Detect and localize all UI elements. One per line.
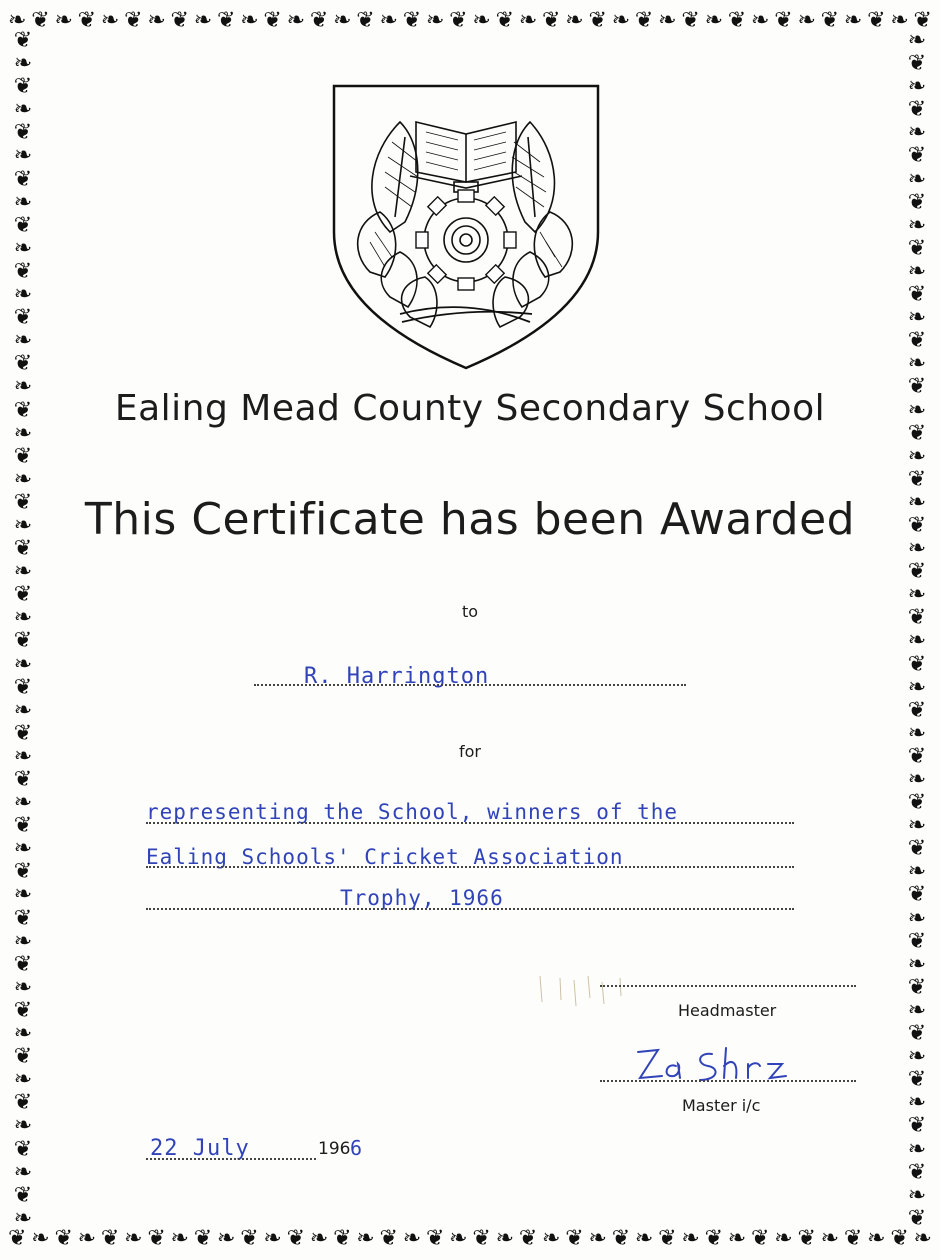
for-label: for (459, 742, 481, 761)
vine-ornament-icon: ❧ (8, 8, 27, 33)
vine-ornament-icon: ❧ (425, 8, 445, 33)
vine-ornament-icon: ❧ (13, 974, 33, 1000)
vine-ornament-icon: ❦ (379, 1226, 398, 1251)
vine-ornament-icon: ❦ (13, 582, 33, 608)
vine-ornament-icon: ❧ (379, 8, 398, 33)
vine-ornament-icon: ❧ (13, 1159, 33, 1185)
vine-ornament-icon: ❦ (907, 790, 927, 816)
vine-ornament-icon: ❦ (907, 374, 927, 400)
vine-ornament-icon: ❦ (425, 1226, 445, 1251)
vine-ornament-icon: ❧ (907, 1136, 927, 1162)
vine-ornament-icon: ❧ (216, 1226, 236, 1251)
to-label: to (461, 602, 479, 621)
vine-ornament-icon: ❦ (31, 8, 50, 33)
vine-ornament-icon: ❧ (13, 374, 33, 400)
border-left-ornament (6, 30, 40, 1230)
vine-ornament-icon: ❧ (100, 8, 120, 33)
vine-ornament-icon: ❦ (797, 1226, 816, 1251)
vine-ornament-icon: ❧ (907, 351, 927, 377)
vine-ornament-icon: ❦ (907, 282, 927, 308)
vine-ornament-icon: ❧ (13, 143, 33, 169)
vine-ornament-icon: ❦ (263, 8, 282, 33)
vine-ornament-icon: ❦ (286, 1226, 306, 1251)
vine-ornament-icon: ❦ (13, 767, 33, 792)
vine-ornament-icon: ❦ (913, 8, 932, 33)
vine-ornament-icon: ❦ (518, 1226, 538, 1251)
vine-ornament-icon: ❧ (13, 928, 33, 954)
vine-ornament-icon: ❧ (13, 836, 33, 862)
vine-ornament-icon: ❧ (890, 8, 909, 33)
reason-underline-2 (146, 866, 794, 868)
vine-ornament-icon: ❦ (907, 1159, 927, 1185)
vine-ornament-icon: ❦ (13, 30, 33, 53)
vine-ornament-icon: ❧ (727, 1226, 747, 1251)
vine-ornament-icon: ❦ (13, 536, 33, 562)
vine-ornament-icon: ❧ (449, 1226, 468, 1251)
vine-ornament-icon: ❦ (751, 1226, 770, 1251)
vine-ornament-icon: ❦ (333, 1226, 352, 1251)
vine-ornament-icon: ❧ (820, 1226, 840, 1251)
reason-underline-3 (146, 908, 794, 910)
vine-ornament-icon: ❦ (907, 1021, 927, 1047)
vine-ornament-icon: ❧ (907, 859, 927, 885)
vine-ornament-icon: ❦ (907, 928, 927, 954)
vine-ornament-icon: ❧ (907, 582, 927, 608)
vine-ornament-icon: ❦ (907, 605, 927, 631)
vine-ornament-icon: ❧ (13, 605, 33, 631)
vine-ornament-icon: ❦ (681, 8, 700, 33)
vine-ornament-icon: ❧ (77, 1226, 97, 1251)
vine-ornament-icon: ❦ (472, 1226, 491, 1251)
vine-ornament-icon: ❧ (13, 328, 33, 354)
vine-ornament-icon: ❧ (907, 258, 927, 284)
vine-ornament-icon: ❦ (13, 443, 33, 469)
vine-ornament-icon: ❧ (13, 420, 33, 446)
vine-ornament-icon: ❦ (147, 1226, 166, 1251)
headmaster-label: Headmaster (678, 1001, 777, 1020)
date-year-printed: 196 (318, 1139, 351, 1159)
vine-ornament-icon: ❦ (634, 8, 654, 33)
recipient-line (254, 684, 686, 686)
school-name: Ealing Mead County Secondary School (114, 388, 826, 429)
vine-ornament-icon: ❧ (681, 1226, 700, 1251)
vine-ornament-icon: ❦ (907, 697, 927, 723)
vine-ornament-icon: ❦ (449, 8, 468, 33)
vine-ornament-icon: ❦ (907, 743, 927, 769)
vine-ornament-icon: ❦ (542, 8, 561, 33)
vine-ornament-icon: ❧ (13, 1205, 33, 1230)
master-signature-line (600, 1080, 856, 1082)
vine-ornament-icon: ❧ (907, 397, 927, 423)
vine-ornament-icon: ❧ (13, 743, 33, 769)
vine-ornament-icon: ❧ (193, 8, 213, 33)
vine-ornament-icon: ❦ (907, 51, 927, 77)
vine-ornament-icon: ❧ (333, 8, 352, 33)
vine-ornament-icon: ❧ (907, 166, 927, 192)
vine-ornament-icon: ❧ (907, 1090, 927, 1116)
vine-ornament-icon: ❧ (907, 305, 927, 331)
vine-ornament-icon: ❦ (13, 1044, 33, 1070)
vine-ornament-icon: ❧ (907, 30, 927, 53)
reason-line-2: Ealing Schools' Cricket Association (146, 845, 624, 869)
vine-ornament-icon: ❦ (54, 1226, 73, 1251)
vine-ornament-icon: ❧ (356, 1226, 375, 1251)
vine-ornament-icon: ❦ (13, 489, 33, 515)
vine-ornament-icon: ❧ (518, 8, 538, 33)
vine-ornament-icon: ❧ (13, 51, 33, 77)
vine-ornament-icon: ❧ (907, 720, 927, 746)
date-year-written: 6 (350, 1136, 364, 1160)
vine-ornament-icon: ❧ (774, 1226, 793, 1251)
vine-ornament-icon: ❦ (309, 8, 329, 33)
vine-ornament-icon: ❦ (13, 997, 33, 1023)
vine-ornament-icon: ❧ (907, 1182, 927, 1208)
vine-ornament-icon: ❦ (13, 674, 33, 700)
vine-ornament-icon: ❧ (13, 282, 33, 308)
vine-ornament-icon: ❧ (13, 189, 33, 215)
vine-ornament-icon: ❦ (907, 235, 927, 261)
border-right-ornament (900, 30, 934, 1230)
vine-ornament-icon: ❦ (13, 351, 33, 377)
vine-ornament-icon: ❧ (588, 1226, 607, 1251)
master-label: Master i/c (682, 1096, 761, 1115)
vine-ornament-icon: ❧ (907, 628, 927, 654)
recipient-name: R. Harrington (304, 664, 490, 689)
vine-ornament-icon: ❧ (542, 1226, 561, 1251)
vine-ornament-icon: ❦ (100, 1226, 120, 1251)
vine-ornament-icon: ❧ (907, 813, 927, 839)
vine-ornament-icon: ❦ (124, 8, 143, 33)
vine-ornament-icon: ❦ (13, 397, 33, 423)
vine-ornament-icon: ❧ (54, 8, 73, 33)
vine-ornament-icon: ❦ (216, 8, 236, 33)
vine-ornament-icon: ❧ (658, 8, 677, 33)
vine-ornament-icon: ❧ (263, 1226, 282, 1251)
certificate-heading: This Certificate has been Awarded (84, 494, 856, 545)
vine-ornament-icon: ❦ (907, 1067, 927, 1093)
vine-ornament-icon: ❦ (611, 1226, 631, 1251)
vine-ornament-icon: ❦ (774, 8, 793, 33)
vine-ornament-icon: ❦ (13, 628, 33, 654)
vine-ornament-icon: ❦ (907, 882, 927, 908)
vine-ornament-icon: ❦ (402, 8, 422, 33)
vine-ornament-icon: ❦ (907, 143, 927, 169)
date-day-month: 22 July (150, 1136, 250, 1161)
vine-ornament-icon: ❧ (907, 74, 927, 100)
vine-ornament-icon: ❦ (907, 328, 927, 354)
vine-ornament-icon: ❦ (820, 8, 840, 33)
vine-ornament-icon: ❦ (907, 651, 927, 677)
vine-ornament-icon: ❧ (867, 1226, 886, 1251)
vine-ornament-icon: ❦ (588, 8, 607, 33)
vine-ornament-icon: ❦ (907, 512, 927, 538)
vine-ornament-icon: ❦ (658, 1226, 677, 1251)
vine-ornament-icon: ❦ (907, 1113, 927, 1139)
vine-ornament-icon: ❦ (13, 74, 33, 100)
vine-ornament-icon: ❧ (13, 235, 33, 261)
vine-ornament-icon: ❧ (13, 97, 33, 123)
border-bottom-ornament (8, 1222, 932, 1256)
vine-ornament-icon: ❦ (867, 8, 886, 33)
vine-ornament-icon: ❧ (170, 1226, 189, 1251)
vine-ornament-icon: ❦ (77, 8, 97, 33)
vine-ornament-icon: ❦ (193, 1226, 213, 1251)
vine-ornament-icon: ❧ (907, 674, 927, 700)
vine-ornament-icon: ❧ (907, 212, 927, 238)
vine-ornament-icon: ❧ (124, 1226, 143, 1251)
vine-ornament-icon: ❧ (565, 8, 584, 33)
vine-ornament-icon: ❧ (13, 651, 33, 677)
vine-ornament-icon: ❦ (13, 258, 33, 284)
vine-ornament-icon: ❧ (611, 8, 631, 33)
vine-ornament-icon: ❧ (147, 8, 166, 33)
vine-ornament-icon: ❦ (13, 120, 33, 146)
vine-ornament-icon: ❦ (13, 166, 33, 192)
vine-ornament-icon: ❧ (309, 1226, 329, 1251)
paper-stain (530, 972, 640, 1012)
vine-ornament-icon: ❧ (907, 536, 927, 562)
vine-ornament-icon: ❧ (907, 1044, 927, 1070)
vine-ornament-icon: ❧ (240, 8, 259, 33)
vine-ornament-icon: ❦ (907, 420, 927, 446)
vine-ornament-icon: ❧ (31, 1226, 50, 1251)
vine-ornament-icon: ❧ (907, 443, 927, 469)
vine-ornament-icon: ❧ (907, 905, 927, 931)
vine-ornament-icon: ❦ (907, 1205, 927, 1230)
vine-ornament-icon: ❦ (13, 905, 33, 931)
vine-ornament-icon: ❧ (751, 8, 770, 33)
vine-ornament-icon: ❧ (907, 120, 927, 146)
vine-ornament-icon: ❦ (240, 1226, 259, 1251)
vine-ornament-icon: ❦ (13, 951, 33, 977)
vine-ornament-icon: ❦ (704, 1226, 723, 1251)
vine-ornament-icon: ❧ (13, 882, 33, 908)
vine-ornament-icon: ❧ (13, 1113, 33, 1139)
date-line (146, 1158, 316, 1160)
border-top-ornament (8, 4, 932, 38)
vine-ornament-icon: ❧ (634, 1226, 654, 1251)
vine-ornament-icon: ❧ (13, 466, 33, 492)
reason-line-3: Trophy, 1966 (340, 886, 504, 910)
vine-ornament-icon: ❦ (907, 466, 927, 492)
vine-ornament-icon: ❦ (907, 974, 927, 1000)
vine-ornament-icon: ❦ (890, 1226, 909, 1251)
vine-ornament-icon: ❦ (13, 859, 33, 885)
vine-ornament-icon: ❧ (13, 1021, 33, 1047)
vine-ornament-icon: ❦ (13, 813, 33, 839)
vine-ornament-icon: ❧ (907, 767, 927, 792)
vine-ornament-icon: ❦ (907, 836, 927, 862)
vine-ornament-icon: ❧ (402, 1226, 422, 1251)
vine-ornament-icon: ❧ (907, 997, 927, 1023)
reason-underline-1 (146, 822, 794, 824)
vine-ornament-icon: ❦ (907, 189, 927, 215)
vine-ornament-icon: ❧ (13, 512, 33, 538)
vine-ornament-icon: ❦ (8, 1226, 27, 1251)
crest-icon (330, 82, 602, 372)
vine-ornament-icon: ❦ (495, 8, 515, 33)
vine-ornament-icon: ❧ (13, 1067, 33, 1093)
vine-ornament-icon: ❦ (13, 212, 33, 238)
vine-ornament-icon: ❦ (13, 720, 33, 746)
vine-ornament-icon: ❦ (727, 8, 747, 33)
vine-ornament-icon: ❦ (907, 559, 927, 585)
vine-ornament-icon: ❧ (13, 559, 33, 585)
vine-ornament-icon: ❦ (13, 1136, 33, 1162)
vine-ornament-icon: ❧ (495, 1226, 515, 1251)
vine-ornament-icon: ❦ (170, 8, 189, 33)
vine-ornament-icon: ❦ (565, 1226, 584, 1251)
vine-ornament-icon: ❧ (907, 951, 927, 977)
vine-ornament-icon: ❦ (356, 8, 375, 33)
vine-ornament-icon: ❦ (13, 1182, 33, 1208)
vine-ornament-icon: ❧ (797, 8, 816, 33)
vine-ornament-icon: ❧ (907, 489, 927, 515)
vine-ornament-icon: ❧ (704, 8, 723, 33)
vine-ornament-icon: ❧ (843, 8, 863, 33)
headmaster-signature-line (600, 985, 856, 987)
vine-ornament-icon: ❦ (843, 1226, 863, 1251)
reason-line-1: representing the School, winners of the (146, 800, 679, 824)
vine-ornament-icon: ❧ (13, 790, 33, 816)
vine-ornament-icon: ❧ (286, 8, 306, 33)
vine-ornament-icon: ❦ (13, 305, 33, 331)
vine-ornament-icon: ❧ (913, 1226, 932, 1251)
vine-ornament-icon: ❦ (907, 97, 927, 123)
vine-ornament-icon: ❧ (472, 8, 491, 33)
vine-ornament-icon: ❦ (13, 1090, 33, 1116)
vine-ornament-icon: ❧ (13, 697, 33, 723)
